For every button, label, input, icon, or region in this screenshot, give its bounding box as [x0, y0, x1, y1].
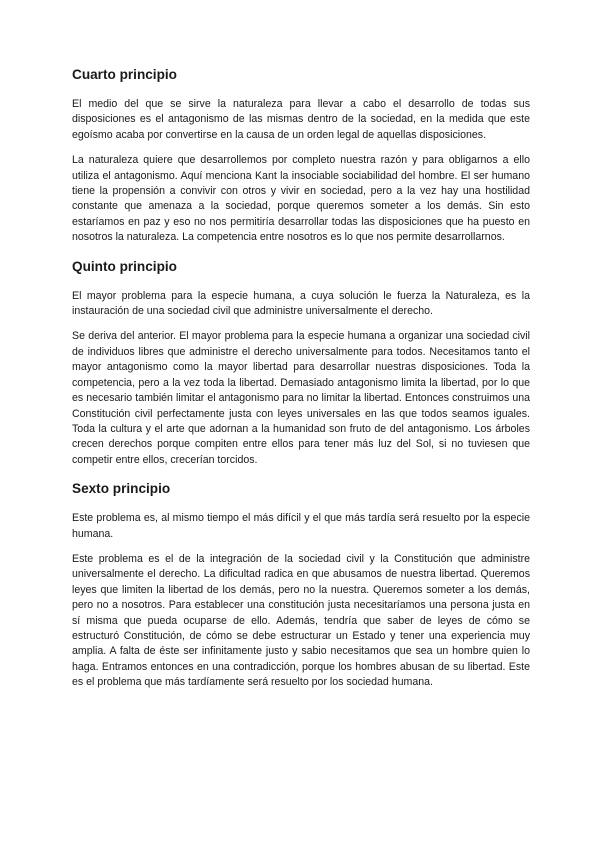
section-sexto-principio [72, 480, 530, 690]
section-quinto-principio [72, 258, 530, 468]
section-heading: Sexto principio [72, 481, 171, 497]
paragraph: Se deriva del anterior. El mayor problema para la especie humana a organizar una sociedad civil de individuos libres que administre el derecho universalmente para todos. Necesitamos tanto el mayor antagonismo como la mayor libertad para desarrollar nuestras disposiciones. Toda la competencia, pero a la vez toda la libertad. Demasiado antagonismo limita la libertad, por lo que es necesario también limitar el antagonismo para no limitar la libertad. Entonces construimos una Constitución civil perfectamente justa con leyes universales en las que todos seamos iguales. Toda la cultura y el arte que adornan a la humanidad son fruto de del antagonismo. Los árboles crecen derechos porque compiten entre ellos para tener más luz del Sol, si no tuviesen que competir entre ellos, crecerían torcidos. [72, 330, 530, 466]
section-heading: Cuarto principio [72, 67, 177, 82]
document-page [72, 66, 530, 701]
paragraph: El mayor problema para la especie humana, a cuya solución le fuerza la Naturaleza, es la instauración de una sociedad civil que administre universalmente el derecho. [72, 289, 530, 318]
section-cuarto-principio [72, 66, 530, 246]
paragraph: Este problema es, al mismo tiempo el más difícil y el que más tardía será resuelto por la especie humana. [72, 512, 530, 540]
paragraph: El medio del que se sirve la naturaleza para llevar a cabo el desarrollo de todas sus disposiciones es el antagonismo de las mismas dentro de la sociedad, en la medida que este egoísmo acaba por convertirse en la causa de un orden legal de aquellas disposiciones. [72, 98, 530, 141]
paragraph: Este problema es el de la integración de la sociedad civil y la Constitución que administre universalmente el derecho. La dificultad radica en que abusamos de nuestra libertad. Queremos leyes que limiten la libertad de los demás, pero no la nuestra. Queremos someter a los demás, pero no a nosotros. Para establecer una constitución justa necesitaríamos una persona justa en sí misma que pueda ocuparse de ello. Además, tendría que saber de leyes de cómo se estructuró Constitución, de cómo se debe estructurar un Estado y tener una experiencia muy amplia. A falta de éste ser infinitamente justo y sabio necesitamos que sea un hombre quien lo haga. Entramos entonces en una contradicción, porque los hombres abusan de su libertad. Este es el problema que más tardíamente será resuelto por los sociedad humana. [72, 552, 530, 689]
section-heading: Quinto principio [72, 258, 177, 274]
paragraph: La naturaleza quiere que desarrollemos por completo nuestra razón y para obligarnos a ello utiliza el antagonismo. Aquí menciona Kant la insociable sociabilidad del hombre. El ser humano tiene la propensión a convivir con otros y vivir en sociedad, pero a la vez hay una hostilidad constante que amenaza a la sociedad, porque queremos someter a los demás. Sin esto estaríamos en paz y eso no nos permitiría desarrollar todas las disposiciones que ha puesto en nosotros la naturaleza. La competencia entre nosotros es lo que nos permite desarrollarnos. [72, 154, 530, 244]
